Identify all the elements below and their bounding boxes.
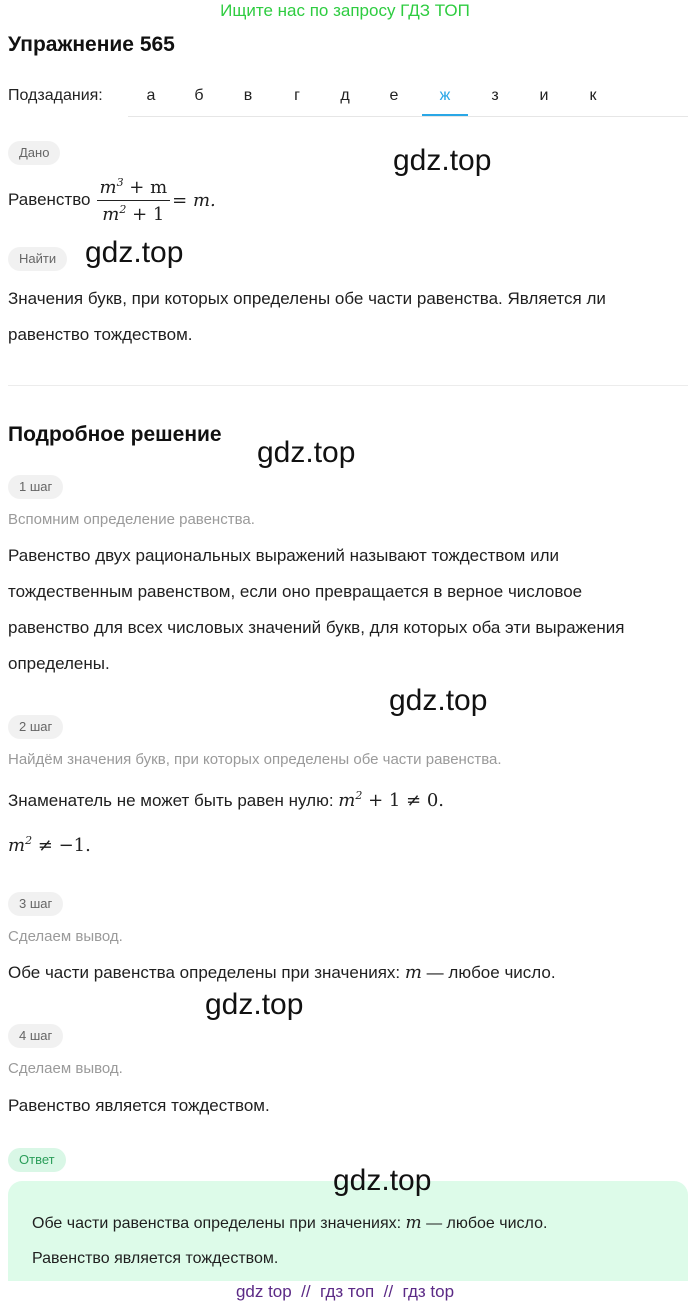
tab-g[interactable]: г xyxy=(294,87,300,104)
find-line-2: равенство тождеством. xyxy=(8,325,193,344)
given-badge-wrap xyxy=(8,141,60,165)
step2-line-1: Знаменатель не может быть равен нулю: $m^2 + 1 \ne 0$. xyxy=(8,789,445,811)
step3-badge-wrap xyxy=(8,892,63,916)
tab-b[interactable]: б xyxy=(194,87,204,104)
step4-line: Равенство является тождеством. xyxy=(8,1096,270,1115)
answer-badge-wrap xyxy=(8,1148,66,1172)
step2-hint: Найдём значения букв, при которых определены обе части равенства. xyxy=(8,751,502,768)
given-equation xyxy=(8,174,216,226)
answer-badge: Ответ xyxy=(8,1148,66,1172)
given-prefix: Равенство xyxy=(8,190,91,209)
section-divider xyxy=(8,385,688,386)
tab-zh[interactable]: ж xyxy=(422,76,468,116)
watermark: gdz.top xyxy=(257,436,356,469)
solution-title: Подробное решение xyxy=(8,423,222,446)
step2-badge: 2 шаг xyxy=(8,715,63,739)
tab-d[interactable]: д xyxy=(340,87,350,104)
watermark: gdz.top xyxy=(85,236,184,269)
step4-badge: 4 шаг xyxy=(8,1024,63,1048)
step3-hint: Сделаем вывод. xyxy=(8,928,123,945)
step1-badge: 1 шаг xyxy=(8,475,63,499)
step3-line: Обе части равенства определены при значениях: m — любое число. xyxy=(8,962,556,983)
tab-z[interactable]: з xyxy=(491,87,499,104)
step3-badge: 3 шаг xyxy=(8,892,63,916)
tab-i[interactable]: и xyxy=(539,87,549,104)
subtasks-label: Подзадания: xyxy=(8,87,103,104)
exercise-title: Упражнение 565 xyxy=(8,33,175,56)
footer-links[interactable]: gdz top // гдз топ // гдз top xyxy=(235,1282,455,1301)
answer-line-1: Обе части равенства определены при значениях: m — любое число. xyxy=(32,1213,548,1233)
watermark: gdz.top xyxy=(393,144,492,177)
find-line-1: Значения букв, при которых определены обе части равенства. Является ли xyxy=(8,289,606,308)
fraction-numerator: $m^3 + m$ xyxy=(97,176,171,201)
find-badge-wrap xyxy=(8,247,67,271)
tab-v[interactable]: в xyxy=(243,87,253,104)
step2-line-2: $m^2 \ne -1$. xyxy=(8,834,91,856)
tab-e[interactable]: е xyxy=(389,87,399,104)
step1-hint: Вспомним определение равенства. xyxy=(8,511,255,528)
given-badge: Дано xyxy=(8,141,60,165)
step1-line-3: равенство для всех числовых значений букв, для которых оба эти выражения xyxy=(8,618,625,637)
answer-line-2: Равенство является тождеством. xyxy=(32,1250,279,1267)
watermark: gdz.top xyxy=(205,988,304,1021)
step1-badge-wrap xyxy=(8,475,63,499)
step1-line-4: определены. xyxy=(8,654,110,673)
step1-line-1: Равенство двух рациональных выражений называют тождеством или xyxy=(8,546,560,565)
subtasks-tabs xyxy=(128,76,688,117)
watermark: gdz.top xyxy=(389,684,488,717)
step4-hint: Сделаем вывод. xyxy=(8,1060,123,1077)
step1-line-2: тождественным равенством, если оно превращается в верное числовое xyxy=(8,582,583,601)
tab-k[interactable]: к xyxy=(589,87,597,104)
tab-a[interactable]: а xyxy=(146,87,156,104)
top-banner[interactable]: Ищите нас по запросу ГДЗ ТОП xyxy=(220,1,470,20)
find-badge: Найти xyxy=(8,247,67,271)
given-fraction xyxy=(97,176,171,225)
fraction-denominator: $m^2 + 1$ xyxy=(102,202,165,225)
watermark: gdz.top xyxy=(333,1164,432,1197)
step4-badge-wrap xyxy=(8,1024,63,1048)
given-rhs: = m. xyxy=(172,189,216,211)
step2-badge-wrap xyxy=(8,715,63,739)
